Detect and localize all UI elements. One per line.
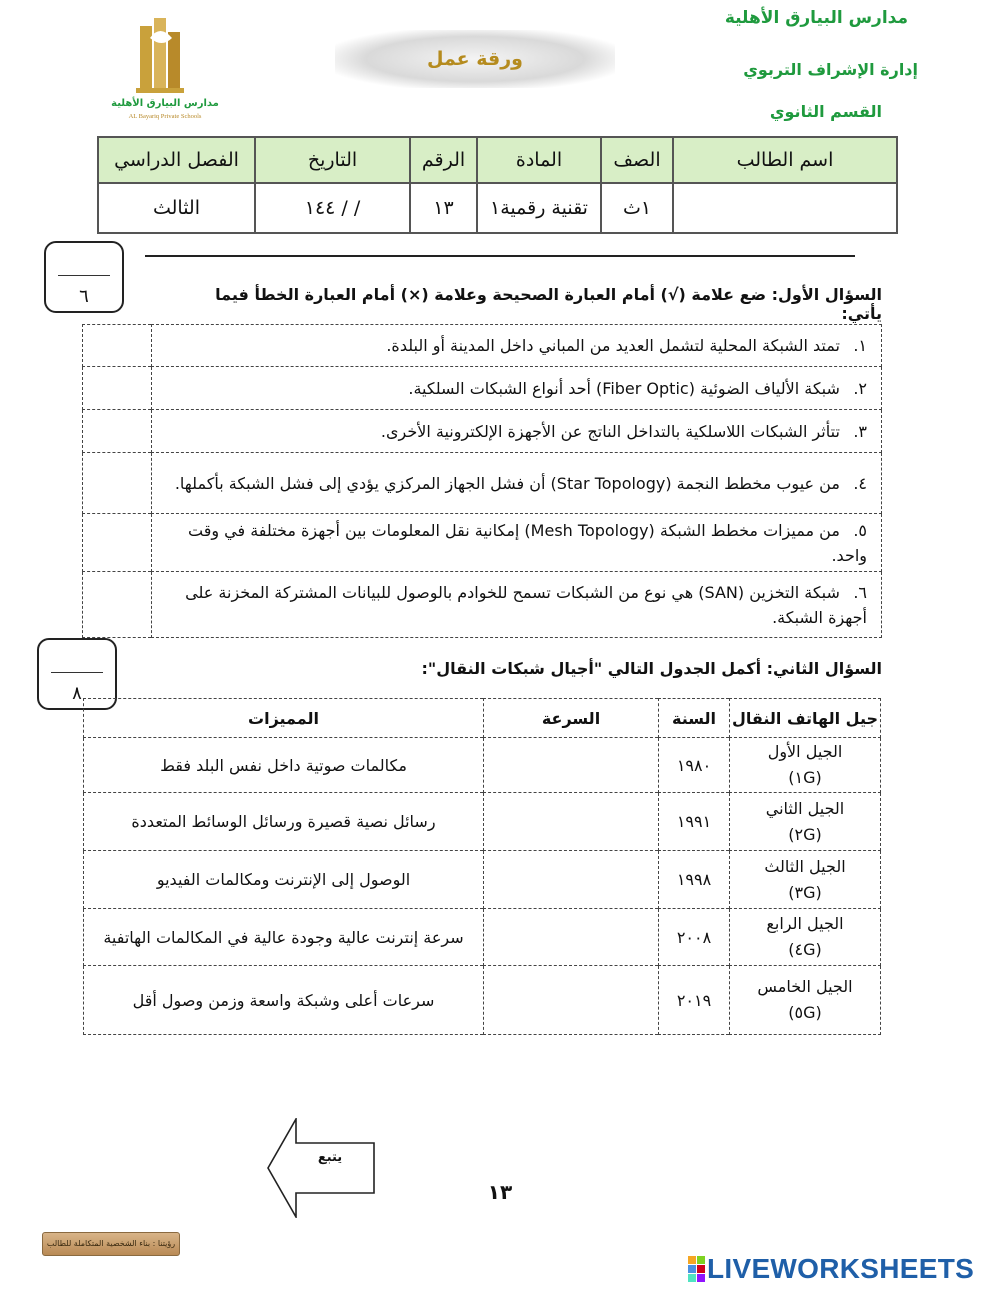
statement-4: ٤. من عيوب مخطط النجمة (Star Topology) أن فشل الجهاز المركزي يؤدي إلى فشل الشبكة بأكملها. bbox=[152, 453, 882, 514]
col-speed: السرعة bbox=[484, 699, 659, 738]
feature-cell: رسائل نصية قصيرة ورسائل الوسائط المتعددة bbox=[84, 793, 484, 851]
feature-cell: الوصول إلى الإنترنت ومكالمات الفيديو bbox=[84, 851, 484, 909]
gen-cell: الجيل الخامس (٥G) bbox=[730, 966, 881, 1035]
logo-name-en: AL Bayariq Private Schools bbox=[128, 113, 202, 120]
q1-score: ٦ bbox=[79, 286, 89, 307]
statement-row bbox=[83, 514, 882, 572]
table-row bbox=[84, 909, 881, 966]
answer-cell-1[interactable] bbox=[83, 325, 152, 367]
class-value: ١ث bbox=[601, 183, 673, 233]
liveworksheets-text: LIVEWORKSHEETS bbox=[707, 1253, 975, 1284]
answer-cell-6[interactable] bbox=[83, 572, 152, 638]
feature-cell: سرعات أعلى وشبكة واسعة وزمن وصول أقل bbox=[84, 966, 484, 1035]
score-line bbox=[58, 275, 110, 276]
year-cell: ١٩٩٨ bbox=[659, 851, 730, 909]
gen-cell: الجيل الثاني (٢G) bbox=[730, 793, 881, 851]
speed-input-4[interactable] bbox=[484, 909, 659, 966]
subject-value: تقنية رقمية١ bbox=[477, 183, 601, 233]
table-row bbox=[84, 738, 881, 793]
gen-cell: الجيل الأول (١G) bbox=[730, 738, 881, 793]
speed-input-3[interactable] bbox=[484, 851, 659, 909]
divider-line bbox=[145, 255, 855, 257]
q1-title: السؤال الأول: ضع علامة (√) أمام العبارة الصحيحة وعلامة (×) أمام العبارة الخطأ فيما يأتي: bbox=[215, 285, 882, 323]
feature-cell: سرعة إنترنت عالية وجودة عالية في المكالمات الهاتفية bbox=[84, 909, 484, 966]
worksheet-label: ورقة عمل bbox=[335, 30, 615, 88]
year-cell: ٢٠١٩ bbox=[659, 966, 730, 1035]
header-semester: الفصل الدراسي bbox=[98, 137, 255, 183]
header-date: التاريخ bbox=[255, 137, 410, 183]
col-generation: جيل الهاتف النقال bbox=[730, 699, 881, 738]
statement-5: ٥. من مميزات مخطط الشبكة (Mesh Topology) إمكانية نقل المعلومات بين أجهزة مختلفة في وقت واحد. bbox=[152, 514, 882, 572]
q2-score: ٨ bbox=[72, 683, 82, 704]
col-features: المميزات bbox=[84, 699, 484, 738]
generations-table bbox=[83, 698, 881, 1035]
statement-row bbox=[83, 572, 882, 638]
page-number: ١٣ bbox=[487, 1180, 513, 1204]
header-number: الرقم bbox=[410, 137, 477, 183]
q1-score-box bbox=[44, 241, 124, 313]
statement-6: ٦. شبكة التخزين (SAN) هي نوع من الشبكات تسمح للخوادم بالوصول للبيانات المشتركة المخزنة على أجهزة الشبكة. bbox=[152, 572, 882, 638]
year-cell: ١٩٩١ bbox=[659, 793, 730, 851]
statement-row bbox=[83, 325, 882, 367]
table-row bbox=[84, 966, 881, 1035]
statement-row bbox=[83, 453, 882, 514]
feature-cell: مكالمات صوتية داخل نفس البلد فقط bbox=[84, 738, 484, 793]
date-value: / / ١٤٤ bbox=[255, 183, 410, 233]
speed-input-5[interactable] bbox=[484, 966, 659, 1035]
statement-1: ١. تمتد الشبكة المحلية لتشمل العديد من المباني داخل المدينة أو البلدة. bbox=[152, 325, 882, 367]
statement-row bbox=[83, 367, 882, 410]
speed-input-2[interactable] bbox=[484, 793, 659, 851]
school-name: مدارس البيارق الأهلية bbox=[724, 8, 908, 28]
liveworksheets-brand bbox=[688, 1253, 974, 1285]
department-name: إدارة الإشراف التربوي bbox=[743, 60, 918, 79]
header-subject: المادة bbox=[477, 137, 601, 183]
table-row bbox=[84, 851, 881, 909]
statement-2: ٢. شبكة الألياف الضوئية (Fiber Optic) أحد أنواع الشبكات السلكية. bbox=[152, 367, 882, 410]
logo-mark-icon bbox=[110, 8, 220, 98]
header-student-name: اسم الطالب bbox=[673, 137, 897, 183]
answer-cell-4[interactable] bbox=[83, 453, 152, 514]
vision-badge: رؤيتنا : بناء الشخصية المتكاملة للطالب bbox=[42, 1232, 180, 1256]
gen-cell: الجيل الثالث (٣G) bbox=[730, 851, 881, 909]
number-value: ١٣ bbox=[410, 183, 477, 233]
statement-row bbox=[83, 410, 882, 453]
score-line bbox=[51, 672, 103, 673]
true-false-table bbox=[82, 324, 882, 638]
liveworksheets-logo-icon bbox=[688, 1256, 705, 1282]
student-name-field[interactable] bbox=[673, 183, 897, 233]
col-year: السنة bbox=[659, 699, 730, 738]
semester-value: الثالث bbox=[98, 183, 255, 233]
year-cell: ١٩٨٠ bbox=[659, 738, 730, 793]
logo-name-ar: مدارس البيارق الأهلية bbox=[111, 98, 219, 109]
student-info-table bbox=[97, 136, 898, 234]
header-class: الصف bbox=[601, 137, 673, 183]
section-name: القسم الثانوي bbox=[769, 102, 882, 121]
answer-cell-3[interactable] bbox=[83, 410, 152, 453]
year-cell: ٢٠٠٨ bbox=[659, 909, 730, 966]
answer-cell-2[interactable] bbox=[83, 367, 152, 410]
continue-label: يتبع bbox=[317, 1150, 343, 1165]
school-logo bbox=[110, 8, 220, 128]
gen-cell: الجيل الرابع (٤G) bbox=[730, 909, 881, 966]
answer-cell-5[interactable] bbox=[83, 514, 152, 572]
q2-title: السؤال الثاني: أكمل الجدول التالي "أجيال شبكات النقال": bbox=[421, 659, 882, 678]
left-arrow-icon bbox=[266, 1118, 378, 1218]
table-row bbox=[84, 793, 881, 851]
statement-3: ٣. تتأثر الشبكات اللاسلكية بالتداخل الناتج عن الأجهزة الإلكترونية الأخرى. bbox=[152, 410, 882, 453]
speed-input-1[interactable] bbox=[484, 738, 659, 793]
